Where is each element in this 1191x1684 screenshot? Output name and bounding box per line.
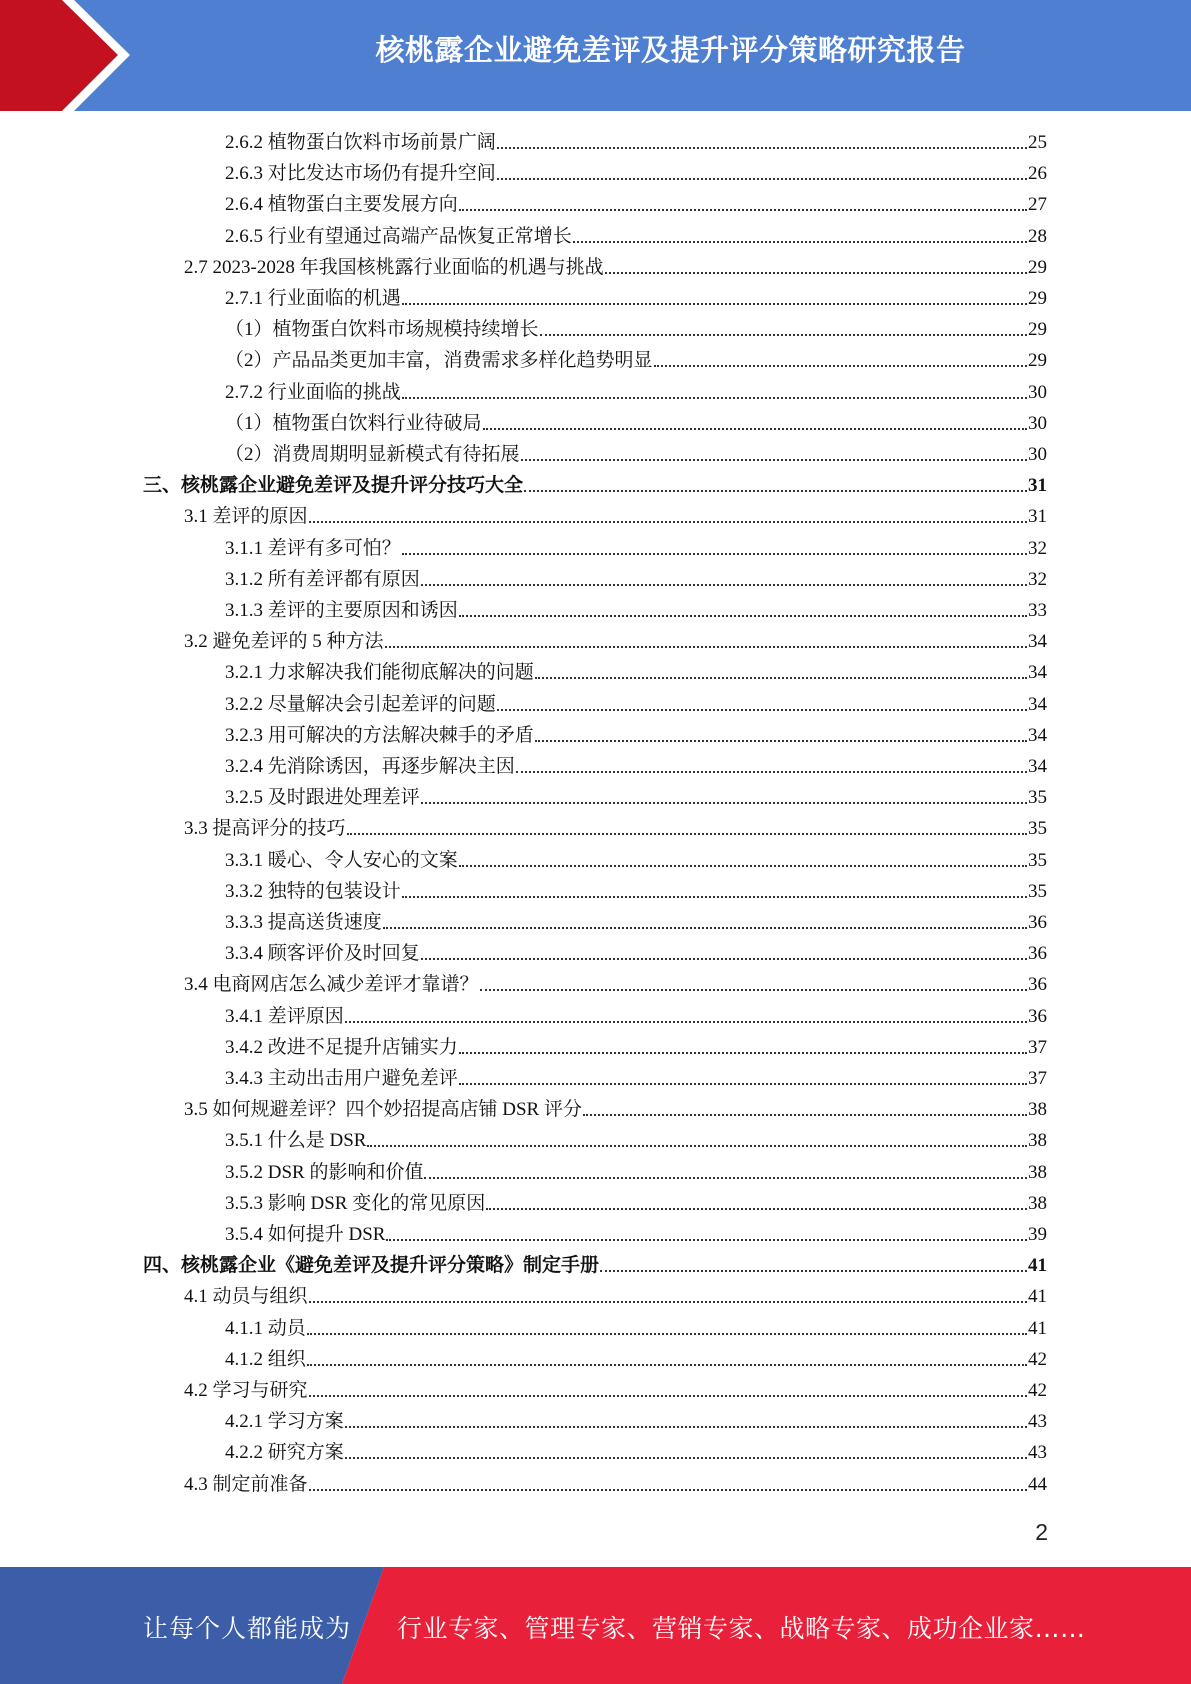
toc-dot-leader [424, 1176, 1027, 1179]
toc-entry-label: 四、核桃露企业《避免差评及提升评分策略》制定手册 [143, 1255, 600, 1277]
toc-entry-label: 3.5.3 影响 DSR 变化的常见原因 [225, 1192, 486, 1214]
toc-dot-leader [459, 614, 1027, 617]
toc-dot-leader [421, 583, 1027, 586]
page-number: 2 [1035, 1519, 1048, 1545]
toc-entry-label: 3.4.2 改进不足提升店铺实力 [225, 1036, 458, 1058]
toc-entry-label: （2）消费周期明显新模式有待拓展 [225, 444, 520, 465]
toc-entry-label: 3.1.2 所有差评都有原因 [225, 568, 420, 590]
toc-entry[interactable] [225, 1032, 1047, 1063]
toc-entry-page: 30 [1028, 444, 1047, 465]
toc-entry[interactable] [225, 907, 1047, 938]
toc-entry-label: 2.7.2 行业面临的挑战 [225, 381, 401, 403]
footer-slogan-right: 行业专家、管理专家、营销专家、战略专家、成功企业家…… [397, 1614, 1086, 1643]
toc-entry-label: 4.1.2 组织 [225, 1348, 306, 1370]
toc-entry[interactable] [225, 782, 1047, 813]
toc-entry-label: 3.1.1 差评有多可怕？ [225, 537, 401, 559]
toc-entry[interactable] [225, 439, 1047, 470]
toc-entry-page: 34 [1028, 724, 1047, 746]
toc-entry-page: 43 [1028, 1411, 1047, 1433]
toc-dot-leader [307, 1363, 1027, 1366]
toc-entry[interactable] [143, 1250, 1047, 1281]
toc-entry-label: 3.4.1 差评原因 [225, 1005, 344, 1027]
toc-entry-page: 30 [1028, 412, 1047, 434]
toc-entry-page: 38 [1028, 1161, 1047, 1183]
toc-dot-leader [383, 926, 1027, 929]
toc-entry-label: 3.3.4 顾客评价及时回复 [225, 943, 420, 965]
toc-dot-leader [386, 1238, 1027, 1241]
toc-entry-label: （1）植物蛋白饮料市场规模持续增长 [225, 319, 539, 341]
toc-entry-label: 3.3.2 独特的包装设计 [225, 880, 401, 902]
toc-entry[interactable] [225, 189, 1047, 220]
toc-entry-page: 27 [1028, 194, 1047, 216]
toc-entry-page: 33 [1028, 600, 1047, 621]
toc-entry-page: 25 [1028, 132, 1047, 153]
toc-entry[interactable] [225, 1313, 1047, 1344]
toc-entry-label: （2）产品品类更加丰富，消费需求多样化趋势明显 [225, 350, 653, 372]
toc-entry-label: 3.2.1 力求解决我们能彻底解决的问题 [225, 662, 534, 684]
toc-entry[interactable] [225, 127, 1047, 158]
toc-dot-leader [309, 1488, 1027, 1491]
toc-entry-label: 3.3.1 暖心、令人安心的文案 [225, 849, 458, 871]
toc-entry[interactable] [184, 1469, 1047, 1500]
toc-dot-leader [480, 988, 1027, 991]
toc-entry-label: 4.2.2 研究方案 [225, 1442, 344, 1464]
toc-entry-label: 3.2 避免差评的 5 种方法 [184, 631, 384, 653]
chevron-arrow-icon [0, 0, 160, 111]
toc-dot-leader [459, 1082, 1027, 1085]
toc-dot-leader [345, 1425, 1027, 1428]
toc-entry-label: 3.5.2 DSR 的影响和价值 [225, 1161, 424, 1183]
toc-entry-page: 29 [1028, 288, 1047, 309]
toc-entry-label: 3.5 如何规避差评？四个妙招提高店铺 DSR 评分 [184, 1099, 582, 1121]
toc-dot-leader [402, 302, 1027, 305]
toc-entry-page: 38 [1028, 1130, 1047, 1152]
toc-entry-page: 35 [1028, 787, 1047, 809]
toc-entry-page: 28 [1028, 225, 1047, 247]
toc-dot-leader [521, 458, 1027, 461]
toc-entry[interactable] [225, 938, 1047, 969]
toc-entry-label: 4.1.1 动员 [225, 1317, 306, 1339]
footer-slogan-left: 让每个人都能成为 [143, 1614, 352, 1643]
toc-entry-label: 2.6.3 对比发达市场仍有提升空间 [225, 163, 496, 185]
toc-dot-leader [600, 1269, 1027, 1272]
toc-entry-page: 32 [1028, 568, 1047, 590]
toc-entry-label: 2.6.2 植物蛋白饮料市场前景广阔 [225, 132, 496, 153]
toc-entry-label: 三、核桃露企业避免差评及提升评分技巧大全 [143, 475, 524, 497]
toc-entry-label: 2.7 2023-2028 年我国核桃露行业面临的机遇与挑战 [184, 256, 604, 278]
toc-entry-page: 35 [1028, 818, 1047, 840]
toc-entry[interactable] [225, 876, 1047, 907]
toc-entry-label: 3.1 差评的原因 [184, 506, 308, 528]
toc-entry[interactable] [184, 252, 1047, 283]
toc-entry[interactable] [225, 1063, 1047, 1094]
toc-entry[interactable] [225, 595, 1047, 626]
toc-dot-leader [654, 364, 1027, 367]
toc-entry[interactable] [225, 533, 1047, 564]
toc-dot-leader [535, 739, 1027, 742]
toc-entry-page: 37 [1028, 1068, 1047, 1089]
toc-entry[interactable] [225, 314, 1047, 345]
toc-entry[interactable] [225, 1001, 1047, 1032]
toc-entry[interactable] [225, 1344, 1047, 1375]
toc-entry-label: 3.3.3 提高送货速度 [225, 912, 382, 933]
toc-entry-page: 39 [1028, 1224, 1047, 1245]
toc-entry-page: 29 [1028, 350, 1047, 372]
toc-entry-page: 44 [1028, 1473, 1047, 1495]
toc-dot-leader [524, 489, 1027, 492]
toc-entry[interactable] [143, 470, 1047, 501]
toc-entry[interactable] [225, 345, 1047, 376]
toc-dot-leader [385, 645, 1027, 648]
toc-entry-page: 31 [1028, 475, 1047, 497]
toc-dot-leader [402, 895, 1027, 898]
toc-entry[interactable] [184, 1094, 1047, 1125]
toc-entry-page: 29 [1028, 256, 1047, 278]
toc-dot-leader [605, 271, 1027, 274]
toc-entry[interactable] [225, 720, 1047, 751]
toc-entry-page: 26 [1028, 163, 1047, 185]
toc-dot-leader [345, 1456, 1027, 1459]
toc-entry-page: 38 [1028, 1192, 1047, 1214]
toc-entry-label: 3.4.3 主动出击用户避免差评 [225, 1068, 458, 1089]
toc-entry-page: 31 [1028, 506, 1047, 528]
toc-dot-leader [347, 832, 1027, 835]
toc-entry-page: 42 [1028, 1348, 1047, 1370]
toc-entry-page: 41 [1028, 1286, 1047, 1308]
toc-dot-leader [497, 177, 1027, 180]
toc-dot-leader [367, 1144, 1027, 1147]
toc-entry-label: 4.2 学习与研究 [184, 1380, 308, 1401]
toc-entry[interactable] [225, 1219, 1047, 1250]
toc-dot-leader [421, 801, 1027, 804]
toc-dot-leader [402, 552, 1027, 555]
toc-entry-page: 35 [1028, 880, 1047, 902]
toc-entry-page: 37 [1028, 1036, 1047, 1058]
toc-entry-page: 36 [1028, 1005, 1047, 1027]
toc-entry-label: 2.7.1 行业面临的机遇 [225, 288, 401, 309]
toc-entry[interactable] [184, 626, 1047, 657]
toc-entry[interactable] [225, 1157, 1047, 1188]
toc-entry-label: 3.2.5 及时跟进处理差评 [225, 787, 420, 809]
toc-entry[interactable] [184, 1375, 1047, 1406]
toc-dot-leader [497, 146, 1027, 149]
toc-dot-leader [459, 864, 1027, 867]
toc-entry-label: 2.6.4 植物蛋白主要发展方向 [225, 194, 458, 216]
toc-entry-page: 30 [1028, 381, 1047, 403]
toc-entry[interactable] [184, 969, 1047, 1000]
toc-entry-label: 3.5.4 如何提升 DSR [225, 1224, 386, 1245]
toc-entry[interactable] [225, 845, 1047, 876]
toc-entry-page: 32 [1028, 537, 1047, 559]
toc-entry[interactable] [225, 221, 1047, 252]
toc-dot-leader [486, 1207, 1027, 1210]
toc-entry-label: 3.2.3 用可解决的方法解决棘手的矛盾 [225, 724, 534, 746]
toc-dot-leader [402, 396, 1027, 399]
toc-entry-label: 3.2.4 先消除诱因，再逐步解决主因 [225, 756, 515, 777]
toc-entry-page: 36 [1028, 974, 1047, 996]
toc-entry[interactable] [184, 501, 1047, 532]
toc-entry-label: 3.1.3 差评的主要原因和诱因 [225, 600, 458, 621]
toc-entry-page: 42 [1028, 1380, 1047, 1401]
toc-entry-label: 4.1 动员与组织 [184, 1286, 308, 1308]
toc-entry-label: 3.5.1 什么是 DSR [225, 1130, 367, 1152]
toc-dot-leader [540, 333, 1027, 336]
toc-entry[interactable] [225, 657, 1047, 688]
toc-entry-page: 34 [1028, 693, 1047, 715]
toc-dot-leader [573, 240, 1027, 243]
toc-entry-label: 4.3 制定前准备 [184, 1473, 308, 1495]
toc-entry-page: 43 [1028, 1442, 1047, 1464]
toc-dot-leader [583, 1113, 1027, 1116]
toc-entry[interactable] [225, 158, 1047, 189]
toc-dot-leader [535, 676, 1027, 679]
toc-dot-leader [516, 770, 1027, 773]
toc-entry[interactable] [225, 408, 1047, 439]
toc-entry-page: 35 [1028, 849, 1047, 871]
toc-entry[interactable] [225, 283, 1047, 314]
toc-entry-page: 34 [1028, 662, 1047, 684]
toc-entry-label: 3.4 电商网店怎么减少差评才靠谱？ [184, 974, 479, 996]
toc-entry[interactable] [184, 813, 1047, 844]
toc-dot-leader [459, 208, 1027, 211]
toc-entry[interactable] [225, 1188, 1047, 1219]
toc-dot-leader [421, 957, 1027, 960]
toc-entry-label: 2.6.5 行业有望通过高端产品恢复正常增长 [225, 225, 572, 247]
page-header [0, 0, 1191, 111]
toc-entry-page: 41 [1028, 1255, 1047, 1277]
toc-entry[interactable] [225, 1406, 1047, 1437]
toc-entry-label: 4.2.1 学习方案 [225, 1411, 344, 1433]
toc-entry[interactable] [225, 377, 1047, 408]
toc-entry-page: 36 [1028, 943, 1047, 965]
toc-entry-page: 41 [1028, 1317, 1047, 1339]
toc-dot-leader [307, 1332, 1027, 1335]
toc-entry[interactable] [184, 1281, 1047, 1312]
page-footer [0, 1567, 1191, 1684]
toc-dot-leader [309, 1394, 1027, 1397]
toc-entry-label: （1）植物蛋白饮料行业待破局 [225, 412, 482, 434]
toc-dot-leader [345, 1020, 1027, 1023]
toc-dot-leader [459, 1051, 1027, 1054]
toc-dot-leader [497, 708, 1027, 711]
toc-dot-leader [309, 520, 1027, 523]
toc-entry-page: 36 [1028, 912, 1047, 933]
toc-entry-label: 3.3 提高评分的技巧 [184, 818, 346, 840]
toc-entry-page: 34 [1028, 756, 1047, 777]
toc-dot-leader [483, 427, 1027, 430]
toc-entry[interactable] [225, 1125, 1047, 1156]
toc-entry[interactable] [225, 689, 1047, 720]
toc-entry-label: 3.2.2 尽量解决会引起差评的问题 [225, 693, 496, 715]
report-title: 核桃露企业避免差评及提升评分策略研究报告 [375, 33, 966, 67]
toc-entry-page: 38 [1028, 1099, 1047, 1121]
toc-entry-page: 29 [1028, 319, 1047, 341]
toc-entry[interactable] [225, 564, 1047, 595]
toc-entry-page: 34 [1028, 631, 1047, 653]
toc-entry[interactable] [225, 1437, 1047, 1468]
toc-entry[interactable] [225, 751, 1047, 782]
toc-dot-leader [309, 1300, 1027, 1303]
